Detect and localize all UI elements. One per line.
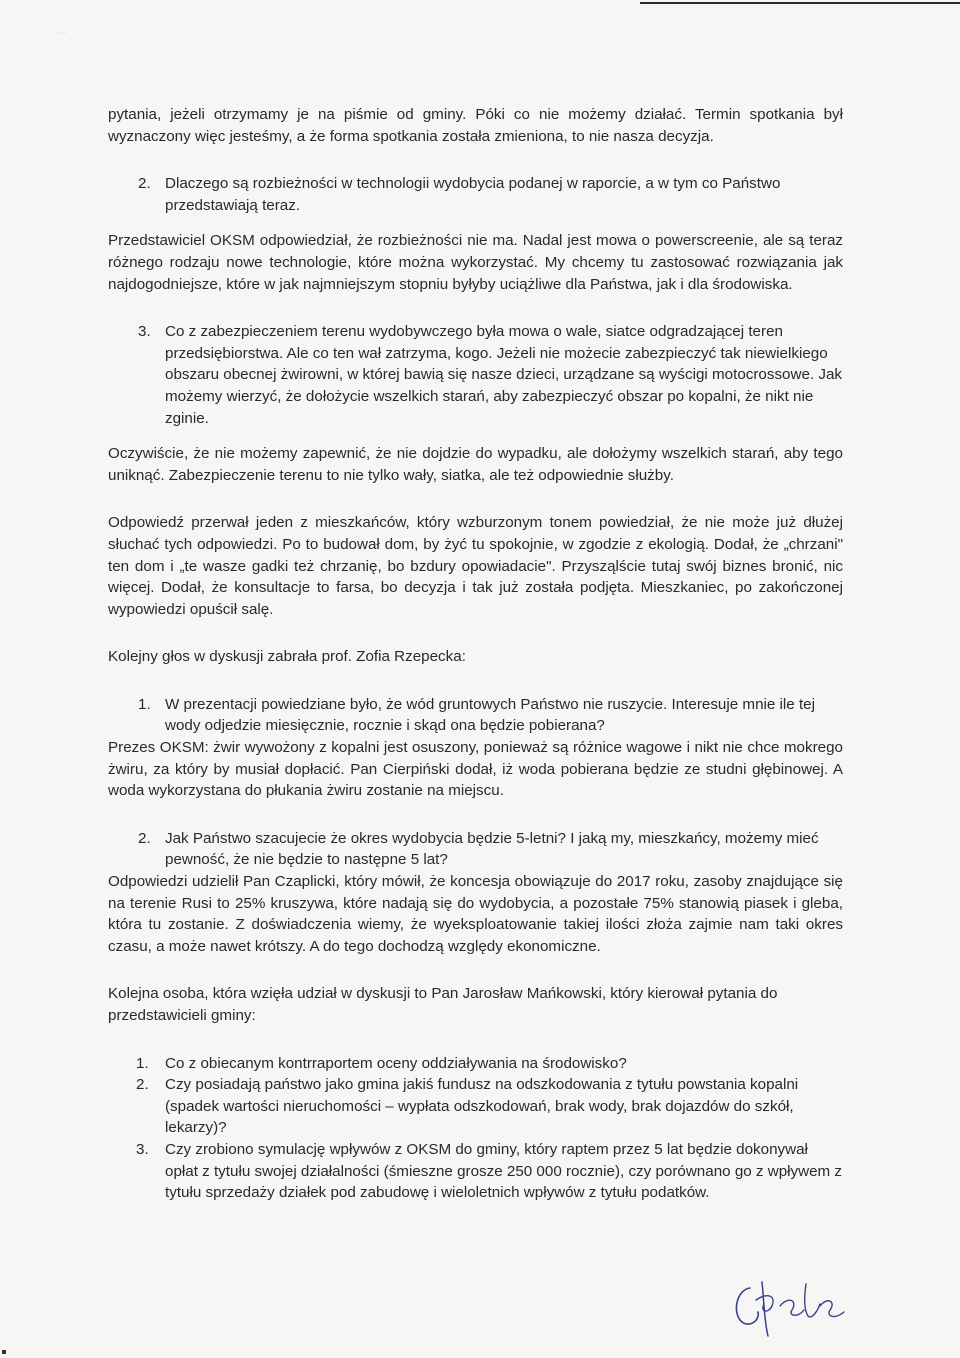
question-text: Czy zrobiono symulację wpływów z OKSM do gminy, który raptem przez 5 lat będzie dokonywał opłat z tytułu swojej działalności (śmieszne grosze 250 000 rocznie), czy porównano go z wpływem z tytułu sprzedaży działek pod zabudowę i wieloletnich wpływów z tytułu podatków.: [165, 1140, 843, 1202]
mankowski-question-2: [108, 1074, 843, 1139]
document-body: [108, 104, 843, 1204]
question-number: 3.: [136, 1140, 149, 1158]
question-number: 1.: [136, 1054, 149, 1072]
question-number: 2.: [136, 1076, 149, 1094]
paragraph-resident: Odpowiedź przerwał jeden z mieszkańców, który wzburzonym tonem powiedział, że nie może już dłużej słuchać tych odpowiedzi. Po to budował dom, by żyć tu spokojnie, w zgodzie z ekologią. Dodał, że „chrzani" ten dom i „te wasze gadki też chrzanię, bo bzdury opowiadacie". Przysząlście tutaj swój biznes bronić, nic więcej. Dodał, że konsultacje to farsa, bo decyzja i tak już została podjęta. Mieszkaniec, po zakończonej wypowiedzi opuścił salę.: [108, 514, 843, 618]
scan-edge-line: [640, 2, 960, 4]
question-3: [108, 321, 843, 429]
question-text: Co z zabezpieczeniem terenu wydobywczego była mowa o wale, siatce odgradzającej teren przedsiębiorstwa. Ale co ten wał zatrzyma, kogo. Jeżeli nie możecie zabezpieczyć tak niewielkiego obszaru obecnej żwirowni, w której bawią się nasze dzieci, urządzane są wyścigi motocrossowe. Jak możemy wierzyć, że dołożycie wszelkich starań, aby zabezpieczyć obszar po kopalni, że nikt nie zginie.: [165, 323, 842, 427]
answer-3: Oczywiście, że nie możemy zapewnić, że nie dojdzie do wypadku, ale dołożymy wszelkich starań, aby tego uniknąć. Zabezpieczenie terenu to nie tylko wały, siatka, ale też odpowiednie służby.: [108, 445, 843, 484]
mankowski-question-3: [108, 1139, 843, 1204]
question-text: Czy posiadają państwo jako gmina jakiś fundusz na odszkodowania z tytułu powstania kopalni (spadek wartości nieruchomości – wypłata odszkodowań, brak wody, brak dojazdów do szkół, lekarzy)?: [165, 1076, 799, 1137]
question-number: 2.: [138, 175, 151, 193]
scan-artifact-dot: [2, 1350, 6, 1354]
rzepecka-question-1: [108, 694, 843, 737]
question-text: Co z obiecanym kontrraportem oceny oddziaływania na środowisko?: [165, 1054, 627, 1072]
rzepecka-answer-1: Prezes OKSM: żwir wywożony z kopalni jest osuszony, ponieważ są różnice wagowe i nikt nie chce mokrego żwiru, za który by musiał dopłacić. Pan Cierpiński dodał, iż woda pobierana będzie ze studni głębinowej. A woda wykorzystana do płukania żwiru zostanie na miejscu.: [108, 739, 843, 800]
handwritten-signature: [728, 1270, 848, 1338]
answer-2: Przedstawiciel OKSM odpowiedział, że rozbieżności nie ma. Nadal jest mowa o powerscreenie, ale są teraz różnego rodzaju nowe technologie, które można wykorzystać. My chcemy tu zastosować rozwiązania jak najdogodniejsze, które w jak najmniejszym stopniu byłyby uciążliwe dla Państwa, jak i dla środowiska.: [108, 232, 843, 293]
question-text: Dlaczego są rozbieżności w technologii wydobycia podanej w raporcie, a w tym co Państwo przedstawiają teraz.: [165, 175, 781, 214]
rzepecka-question-2: [108, 828, 843, 871]
question-number: 1.: [138, 695, 151, 713]
paragraph-rzepecka: Kolejny głos w dyskusji zabrała prof. Zofia Rzepecka:: [108, 648, 466, 666]
scan-artifact: · ·: [58, 28, 66, 37]
rzepecka-answer-2: Odpowiedzi udzielił Pan Czaplicki, który mówił, że koncesja obowiązuje do 2017 roku, zasoby znajdujące się na terenie Rusi to 25% kruszywa, które nadają się do wydobycia, a pozostałe 75% stanowią piasek i gleba, która tu zostanie. Z doświadczenia wiemy, że wyeksploatowanie takiej ilości złoża zajmie nam taki okres czasu, a może nawet krótszy. A do tego dochodzą względy ekonomiczne.: [108, 873, 843, 955]
question-text: W prezentacji powiedziane było, że wód gruntowych Państwo nie ruszycie. Interesuje mnie ile tej wody odjedzie miesięcznie, rocznie i skąd ona będzie pobierana?: [165, 695, 816, 735]
paragraph-intro: pytania, jeżeli otrzymamy je na piśmie od gminy. Póki co nie możemy działać. Termin spotkania był wyznaczony więc jesteśmy, a że forma spotkania została zmieniona, to nie nasza decyzja.: [108, 106, 843, 145]
paragraph-mankowski: Kolejna osoba, która wzięła udział w dyskusji to Pan Jarosław Mańkowski, który kierował pytania do przedstawicieli gminy:: [108, 985, 778, 1024]
mankowski-question-1: [108, 1053, 843, 1075]
question-number: 2.: [138, 829, 151, 847]
question-2: [108, 173, 843, 216]
question-number: 3.: [138, 323, 151, 341]
question-text: Jak Państwo szacujecie że okres wydobycia będzie 5-letni? I jaką my, mieszkańcy, możemy mieć pewność, że nie będzie to następne 5 lat?: [165, 829, 819, 869]
